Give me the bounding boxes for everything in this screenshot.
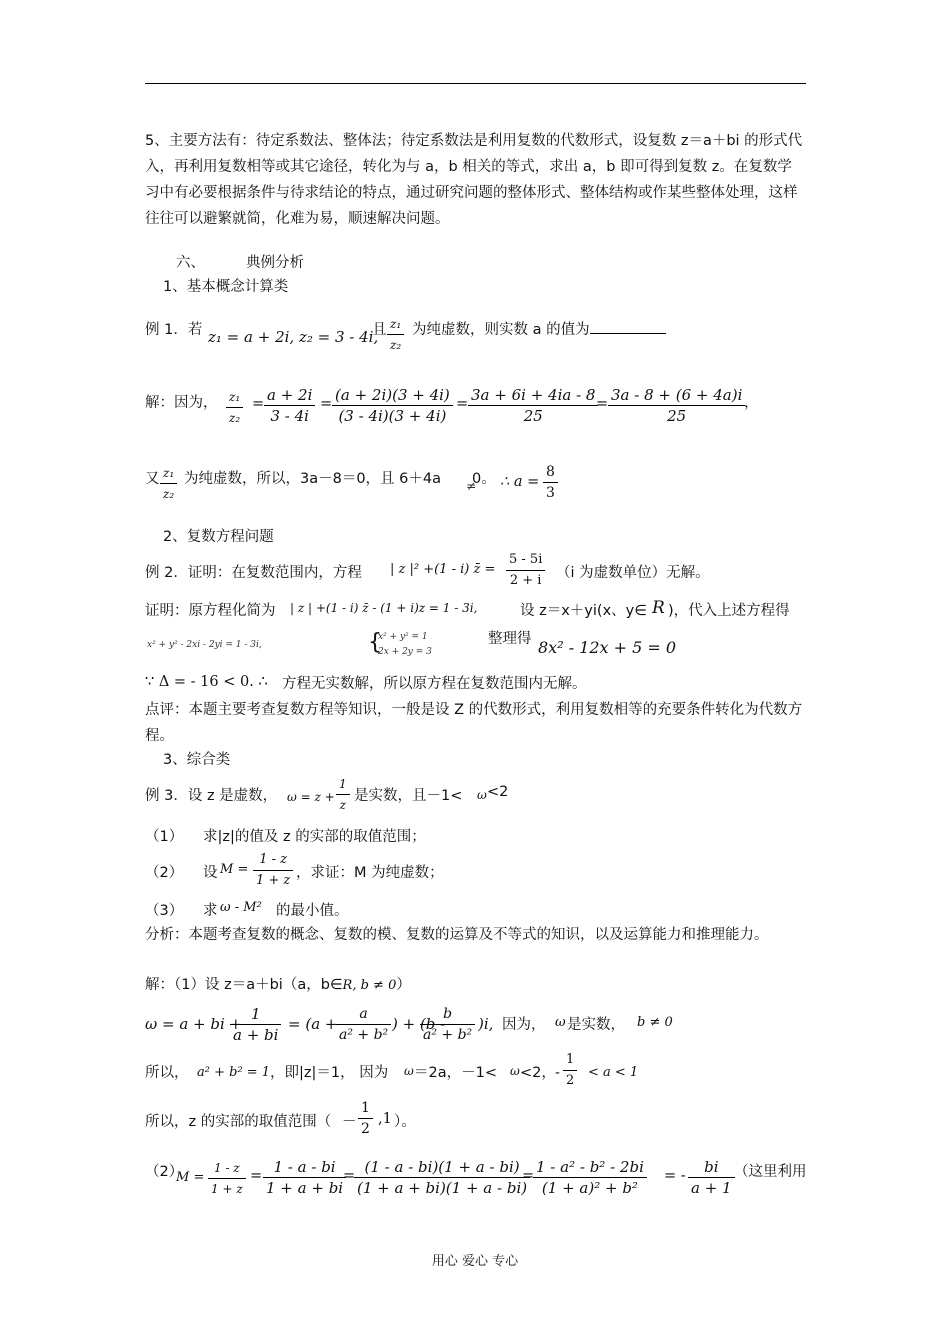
question-3-b: 的最小值。 [276,903,349,919]
section-title: 典例分析 [246,255,304,271]
question-3-a: 求 [203,903,218,919]
question-3-num: （3） [145,903,184,919]
subsection-1: 1、基本概念计算类 [163,279,289,295]
answer-blank [590,319,666,334]
subsection-2: 2、复数方程问题 [163,529,274,545]
comma: ， [744,395,759,411]
proof-2-d: )，代入上述方程得 [668,603,790,619]
question-2-b: ，求证：M 为纯虚数； [296,865,444,881]
interval-minus: － [342,1114,357,1130]
proof-2-a: 证明：原方程化简为 [145,603,276,619]
b-not-zero: b ≠ 0 [637,1015,673,1030]
omega-frac-3: $\frac{b}{\text{a² + b²}}$ [420,1004,475,1045]
header-rule [145,83,806,84]
interval-fraction: $\frac{1}{2}$ [358,1098,373,1139]
question-2-a: 设 [203,865,218,881]
solution-3-d: 是实数， [567,1017,625,1033]
solution-3-f: ，即|z|＝1， 因为 [270,1065,389,1081]
omega: ω [555,1015,566,1030]
solution-3-a: 解：（1）设 z＝a＋bi（a，b∈R, b ≠ 0） [145,977,411,993]
example-2-fraction: $\frac{5 - 5i}{2 + i}$ [506,550,545,591]
solution-3b-frac3: $\frac{(1 - a - bi)(1 + a - bi)}{(1 + a + bi)(1 + a - bi)}$ [354,1157,530,1198]
omega-expr-1: ω = a + bi + [145,1015,243,1033]
solution-1-frac1: $\frac{a + 2i}{3 - 4i}$ [264,385,315,426]
proof-2-g: 8x² - 12x + 5 = 0 [538,638,677,657]
question-1-text: 求|z|的值及 z 的实部的取值范围； [203,829,426,845]
example-3-label: 例 3．设 z 是虚数， [145,788,278,804]
solution-1-frac2: $\frac{(a + 2i)(3 + 4i)}{(3 - 4i)(3 + 4i)}$ [332,385,453,426]
proof-2-R: R [652,598,665,618]
example-1-mid: 且 [372,322,387,338]
solution-3-g: ＝2a，－1< [414,1065,497,1081]
proof-2-b: | z | +(1 - i) z̄ - (1 + i)z = 1 - 3i, [290,601,478,615]
page-footer: 用心 爱心 专心 [431,1254,519,1269]
zero: 0。 [472,471,496,487]
solution-1-frac0: $\frac{\text{z₁}}{\text{z₂}}$ [226,387,243,428]
example-3-w: ω = z + [287,790,335,804]
eq-sign: = [456,396,469,412]
example-1-expr: z₁ = a + 2i, z₂ = 3 - 4i, [208,328,379,346]
example-1-fraction: $\frac{\text{z₁}}{\text{z₂}}$ [387,314,404,355]
eq-sign: = [522,1168,535,1184]
omega: ω [477,788,487,802]
subsection-3: 3、综合类 [163,752,231,768]
eq-sign: = [252,396,265,412]
solution-1-line2a: 又 [145,471,160,487]
solution-3b-M: M = [176,1170,205,1185]
omega-expr-4: )i, [478,1015,494,1033]
solution-3-e: 所以， [145,1065,189,1081]
modulus-eq: a² + b² = 1 [197,1065,271,1080]
not-equal-sign: ≠ [466,479,477,493]
answer-fraction: $\frac{8}{3}$ [543,462,558,503]
proof-2-i: 方程无实数解，所以原方程在复数范围内无解。 [282,676,587,692]
solution-3b-frac4: $\frac{\text{1 - a² - b² - 2bi}}{\text{(1 + a)² + b²}}$ [533,1157,647,1198]
example-2-tail: （i 为虚数单位）无解。 [556,565,710,581]
omega-frac-1: $\frac{1}{a + bi}$ [230,1004,281,1045]
section-number: 六、 [176,255,205,271]
range-right: < a < 1 [588,1065,639,1080]
range-fraction: $\frac{1}{2}$ [563,1050,577,1091]
system-eq-2: 2x + 2y = 3 [378,647,432,657]
omega-frac-2: $\frac{a}{\text{a² + b²}}$ [336,1004,391,1045]
question-2-fraction: $\frac{1 - z}{1 + z}$ [253,850,293,891]
proof-2-h: ∵ Δ = - 16 < 0. ∴ [145,674,268,690]
solution-1-label: 解：因为， [145,395,218,411]
system-eq-1: x² + y² = 1 [378,632,428,642]
solution-3b-label: （2） [145,1164,184,1180]
proof-2-e: x² + y² - 2xi - 2yi = 1 - 3i, [147,640,262,650]
example-3-fraction: $\frac{1}{z}$ [336,774,350,815]
question-2-num: （2） [145,865,184,881]
example-1-tail: 为纯虚数，则实数 a 的值为 [412,318,666,339]
solution-3-i: 所以，z 的实部的取值范围（ [145,1114,332,1130]
therefore: ∴ a = [500,474,540,490]
example-2-lhs: | z |² +(1 - i) z̄ = [390,562,496,577]
solution-1-frac5: $\frac{\text{z₁}}{\text{z₂}}$ [160,463,177,504]
eq-sign: = [250,1168,263,1184]
neg-eq-sign: = - [664,1168,686,1184]
eq-sign: = [343,1168,356,1184]
example-2-label: 例 2．证明：在复数范围内，方程 [145,565,362,581]
analysis: 分析：本题考查复数的概念、复数的模、复数的运算及不等式的知识，以及运算能力和推理能力。 [145,927,769,943]
example-3-tail: 是实数，且－1< [354,788,463,804]
solution-3b-tail: （这里利用 [734,1164,807,1180]
solution-3-j: ）。 [394,1114,416,1130]
paragraph-methods: 5、主要方法有：待定系数法、整体法；待定系数法是利用复数的代数形式，设复数 z＝a＋bi 的形式代入，再利用复数相等或其它途径，转化为与 a，b 相关的等式，求出 a，b 即可得到复数 z。在复数学习中有必要根据条件与待求结论的特点，通过研究问题的整体形式、整体结构或作某些整体处理，这样往往可以避繁就简，化难为易，顺速解决问题。 [145,133,803,227]
interval-right: ,1 [378,1111,392,1127]
eq-sign: = [596,396,609,412]
proof-2-c: 设 z＝x＋yi(x、y∈ [520,603,647,619]
example-3-tail2: <2 [487,784,509,800]
omega-expr-2: = (a + [288,1015,338,1033]
solution-1-frac4: $\frac{3a - 8 + (6 + 4a)i}{25}$ [608,385,745,426]
range-minus: - [555,1065,560,1081]
omega-expr-3: ) + (b - [392,1015,446,1033]
question-1-num: （1） [145,829,184,845]
solution-3-h: <2， [520,1065,556,1081]
question-2-M: M = [220,862,249,877]
solution-3b-frac2: $\frac{1 - a - bi}{1 + a + bi}$ [263,1157,346,1198]
solution-1-line2b: 为纯虚数，所以，3a－8＝0，且 6＋4a [184,471,442,487]
solution-1-frac3: $\frac{3a + 6i + 4ia - 8}{25}$ [468,385,598,426]
comment-2: 点评：本题主要考查复数方程等知识，一般是设 Z 的代数形式，利用复数相等的充要条件转化为代数方程。 [145,702,803,744]
omega: ω [510,1064,520,1078]
solution-3b-frac5: $\frac{bi}{a + 1}$ [688,1157,735,1198]
system-brace: { [368,630,382,655]
solution-3b-frac1: $\frac{1 - z}{1 + z}$ [208,1158,246,1199]
proof-2-f: 整理得 [488,631,532,647]
example-1-label: 例 1．若 [145,322,203,338]
solution-3-c: 因为， [502,1017,546,1033]
omega: ω [404,1064,414,1078]
eq-sign: = [320,396,333,412]
question-3-expr: ω - M² [220,900,262,915]
